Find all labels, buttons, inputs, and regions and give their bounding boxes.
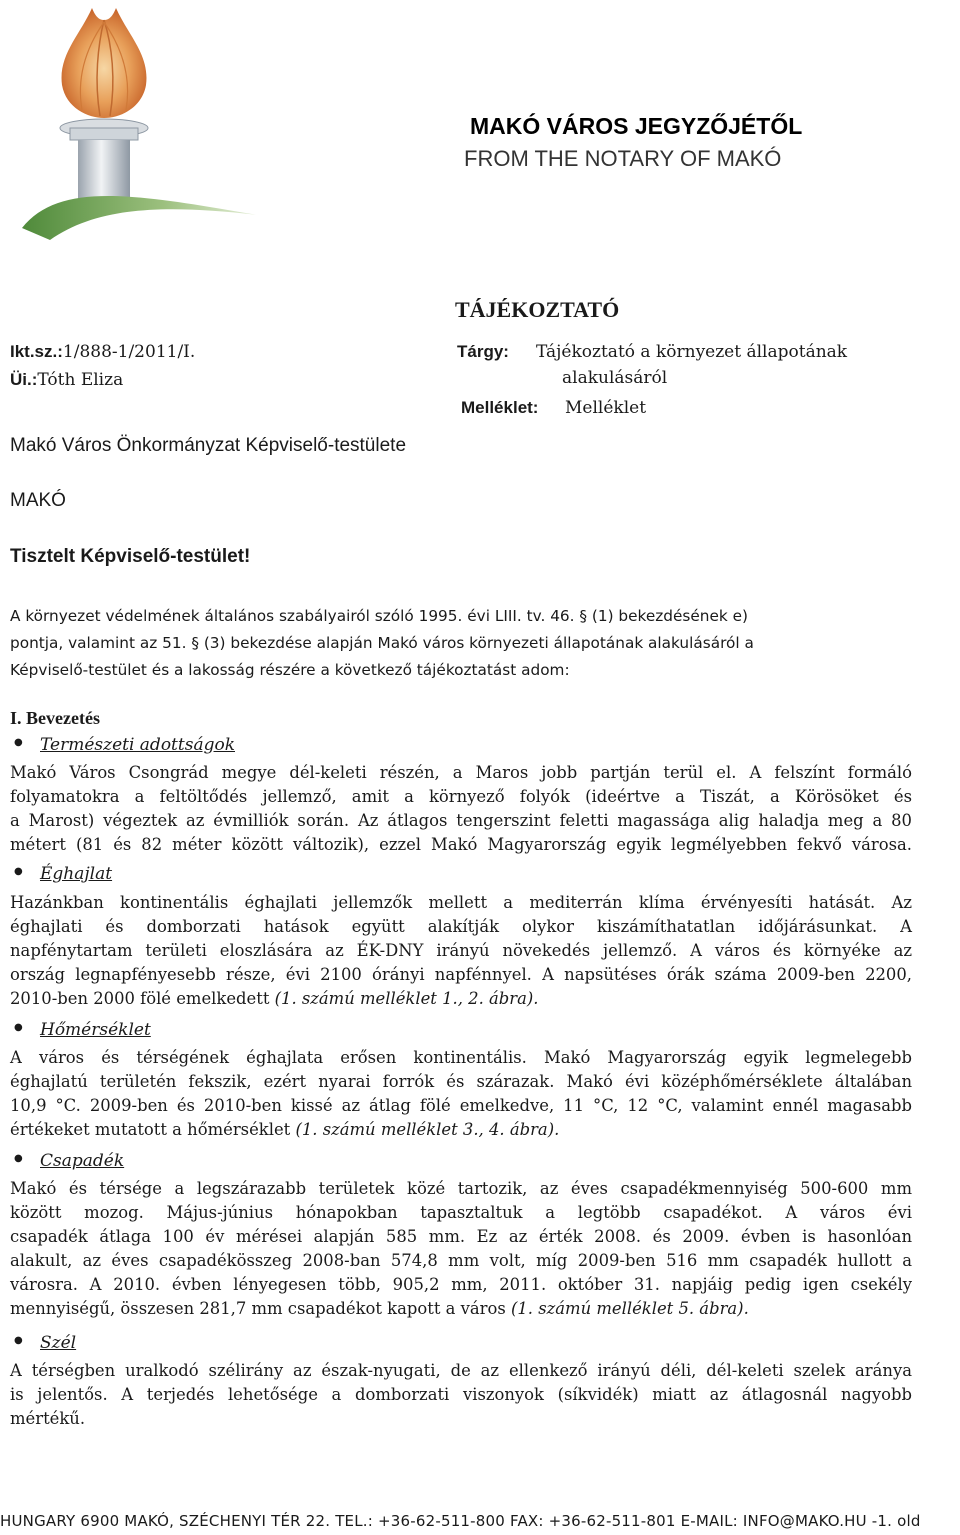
para-csapadek bbox=[10, 1177, 912, 1322]
heading-termeszeti: ● Természeti adottságok bbox=[40, 735, 235, 755]
heading-szel: ● Szél bbox=[40, 1333, 76, 1353]
text-line bbox=[10, 987, 912, 1011]
targy-label: Tárgy: bbox=[457, 342, 509, 361]
text-line: 10,9 °C. 2009-ben és 2010-ben kissé az átlag fölé emelkedve, 11 °C, 12 °C, valamint ennél magasabb bbox=[10, 1096, 912, 1116]
text-line: éghajlati és domborzati hatások együtt alakítják olykor kiszámíthatatlan időjárásunkat. A bbox=[10, 917, 912, 937]
section-title: I. Bevezetés bbox=[10, 708, 100, 728]
text-line: Makó és térsége a legszárazabb területek közé tartozik, az éves csapadékmennyiség 500-600 mm bbox=[10, 1179, 912, 1198]
para-eghajlat bbox=[10, 891, 912, 1011]
text-span: 2010-ben 2000 fölé emelkedett bbox=[10, 989, 270, 1009]
text-line bbox=[10, 1297, 912, 1321]
ui-row bbox=[10, 370, 123, 390]
figure-reference: (1. számú melléklet 3., 4. ábra). bbox=[295, 1120, 560, 1140]
text-span: értékeket mutatott a hőmérséklet bbox=[10, 1120, 291, 1140]
text-line bbox=[10, 1118, 912, 1142]
addressee-body: Makó Város Önkormányzat Képviselő-testülete bbox=[10, 435, 407, 456]
intro-line-3: Képviselő-testület és a lakosság részére a következő tájékoztatást adom: bbox=[10, 661, 570, 679]
text-line: mértékű. bbox=[10, 1409, 86, 1429]
intro-line-1: A környezet védelmének általános szabályairól szóló 1995. évi LIII. tv. 46. § (1) bekezdésének e) bbox=[10, 607, 749, 625]
targy-value-2: alakulásáról bbox=[562, 368, 668, 388]
intro-paragraph bbox=[10, 603, 915, 684]
header-title-en: FROM THE NOTARY OF MAKÓ bbox=[464, 146, 782, 171]
targy-value-1: Tájékoztató a környezet állapotának bbox=[536, 342, 848, 362]
document-type: TÁJÉKOZTATÓ bbox=[455, 297, 620, 322]
salutation: Tisztelt Képviselő-testület! bbox=[10, 546, 251, 567]
iktsz-row bbox=[10, 342, 195, 362]
city-logo bbox=[20, 0, 260, 245]
text-line: folyamatokra a feltöltődés jellemző, amit a környező folyók (ideértve a Tiszát, a Körösöket és bbox=[10, 787, 912, 807]
text-line: között mozog. Május-június hónapokban tapasztaltuk a legtöbb csapadékot. A város évi bbox=[10, 1203, 912, 1223]
header-title-hu: MAKÓ VÁROS JEGYZŐJÉTŐL bbox=[470, 113, 803, 139]
intro-line-2: pontja, valamint az 51. § (3) bekezdése alapján Makó város környezeti állapotának alakulásáról a bbox=[10, 634, 754, 652]
text-line: alakult, az éves csapadékösszeg 2008-ban 574,8 mm volt, míg 2009-ben 516 mm csapadék hullott a bbox=[10, 1251, 912, 1271]
text-line: métert (81 és 82 méter között változik), ezzel Makó Magyarország egyik legmélyebben fekvő városa. bbox=[10, 835, 912, 855]
text-line: városra. A 2010. évben lényegesen több, 905,2 mm, 2011. október 31. napjáig pedig igen csekély bbox=[10, 1275, 912, 1295]
figure-reference: (1. számú melléklet 5. ábra). bbox=[510, 1299, 749, 1319]
text-line: is jelentős. A terjedés lehetősége a domborzati viszonyok (síkvidék) miatt az átlagosnál nagyobb bbox=[10, 1385, 912, 1405]
text-line: napfénytartam területi eloszlására az ÉK-DNY irányú növekedés jellemző. A város és környéke az bbox=[10, 941, 912, 961]
ui-label: Üi.: bbox=[10, 370, 38, 389]
addressee-city: MAKÓ bbox=[10, 490, 66, 511]
ui-value: Tóth Eliza bbox=[37, 370, 124, 390]
text-line: éghajlatú területén fekszik, ezért nyarai forrók és szárazak. Makó évi középhőmérséklete általában bbox=[10, 1072, 912, 1092]
para-homerseklet bbox=[10, 1046, 912, 1142]
text-line: Makó Város Csongrád megye dél-keleti részén, a Maros jobb partján terül el. A felszínt formáló bbox=[10, 763, 912, 782]
text-line: A város és térségének éghajlata erősen kontinentális. Makó Magyarország egyik legmelegebb bbox=[10, 1048, 912, 1067]
melleklet-value: Melléklet bbox=[565, 398, 647, 418]
page-footer: HUNGARY 6900 MAKÓ, SZÉCHENYI TÉR 22. TEL.: +36-62-511-800 FAX: +36-62-511-801 E-MAIL: INFO@MAKO.HU -1. old bbox=[0, 1512, 921, 1530]
para-termeszeti bbox=[10, 761, 912, 857]
para-szel bbox=[10, 1359, 912, 1431]
text-line: ország legnapfényesebb része, évi 2100 órányi napfénnyel. A napsütéses órák száma 2009-ben 2200, bbox=[10, 965, 912, 985]
iktsz-label: Ikt.sz.: bbox=[10, 342, 63, 361]
figure-reference: (1. számú melléklet 1., 2. ábra). bbox=[274, 989, 539, 1009]
text-line: csapadék átlaga 100 év mérései alapján 585 mm. Ez az érték 2008. és 2009. évben is hasonlóan bbox=[10, 1227, 912, 1247]
melleklet-label: Melléklet: bbox=[461, 398, 539, 417]
heading-csapadek: ● Csapadék bbox=[40, 1151, 124, 1171]
iktsz-value: 1/888-1/2011/I. bbox=[62, 342, 196, 362]
heading-eghajlat: ● Éghajlat bbox=[40, 864, 112, 884]
text-line: Hazánkban kontinentális éghajlati jellemzők mellett a mediterrán klíma érvényesíti hatását. Az bbox=[10, 893, 912, 912]
text-line: a Marost) végeztek az évmilliók során. Az átlagos tengerszint feletti magassága alig haladja meg a 80 bbox=[10, 811, 912, 831]
heading-homerseklet: ● Hőmérséklet bbox=[40, 1020, 151, 1040]
text-span: mennyiségű, összesen 281,7 mm csapadékot kapott a város bbox=[10, 1299, 506, 1319]
text-line: A térségben uralkodó szélirány az észak-nyugati, de az ellenkező irányú déli, dél-keleti szelek aránya bbox=[10, 1361, 912, 1380]
